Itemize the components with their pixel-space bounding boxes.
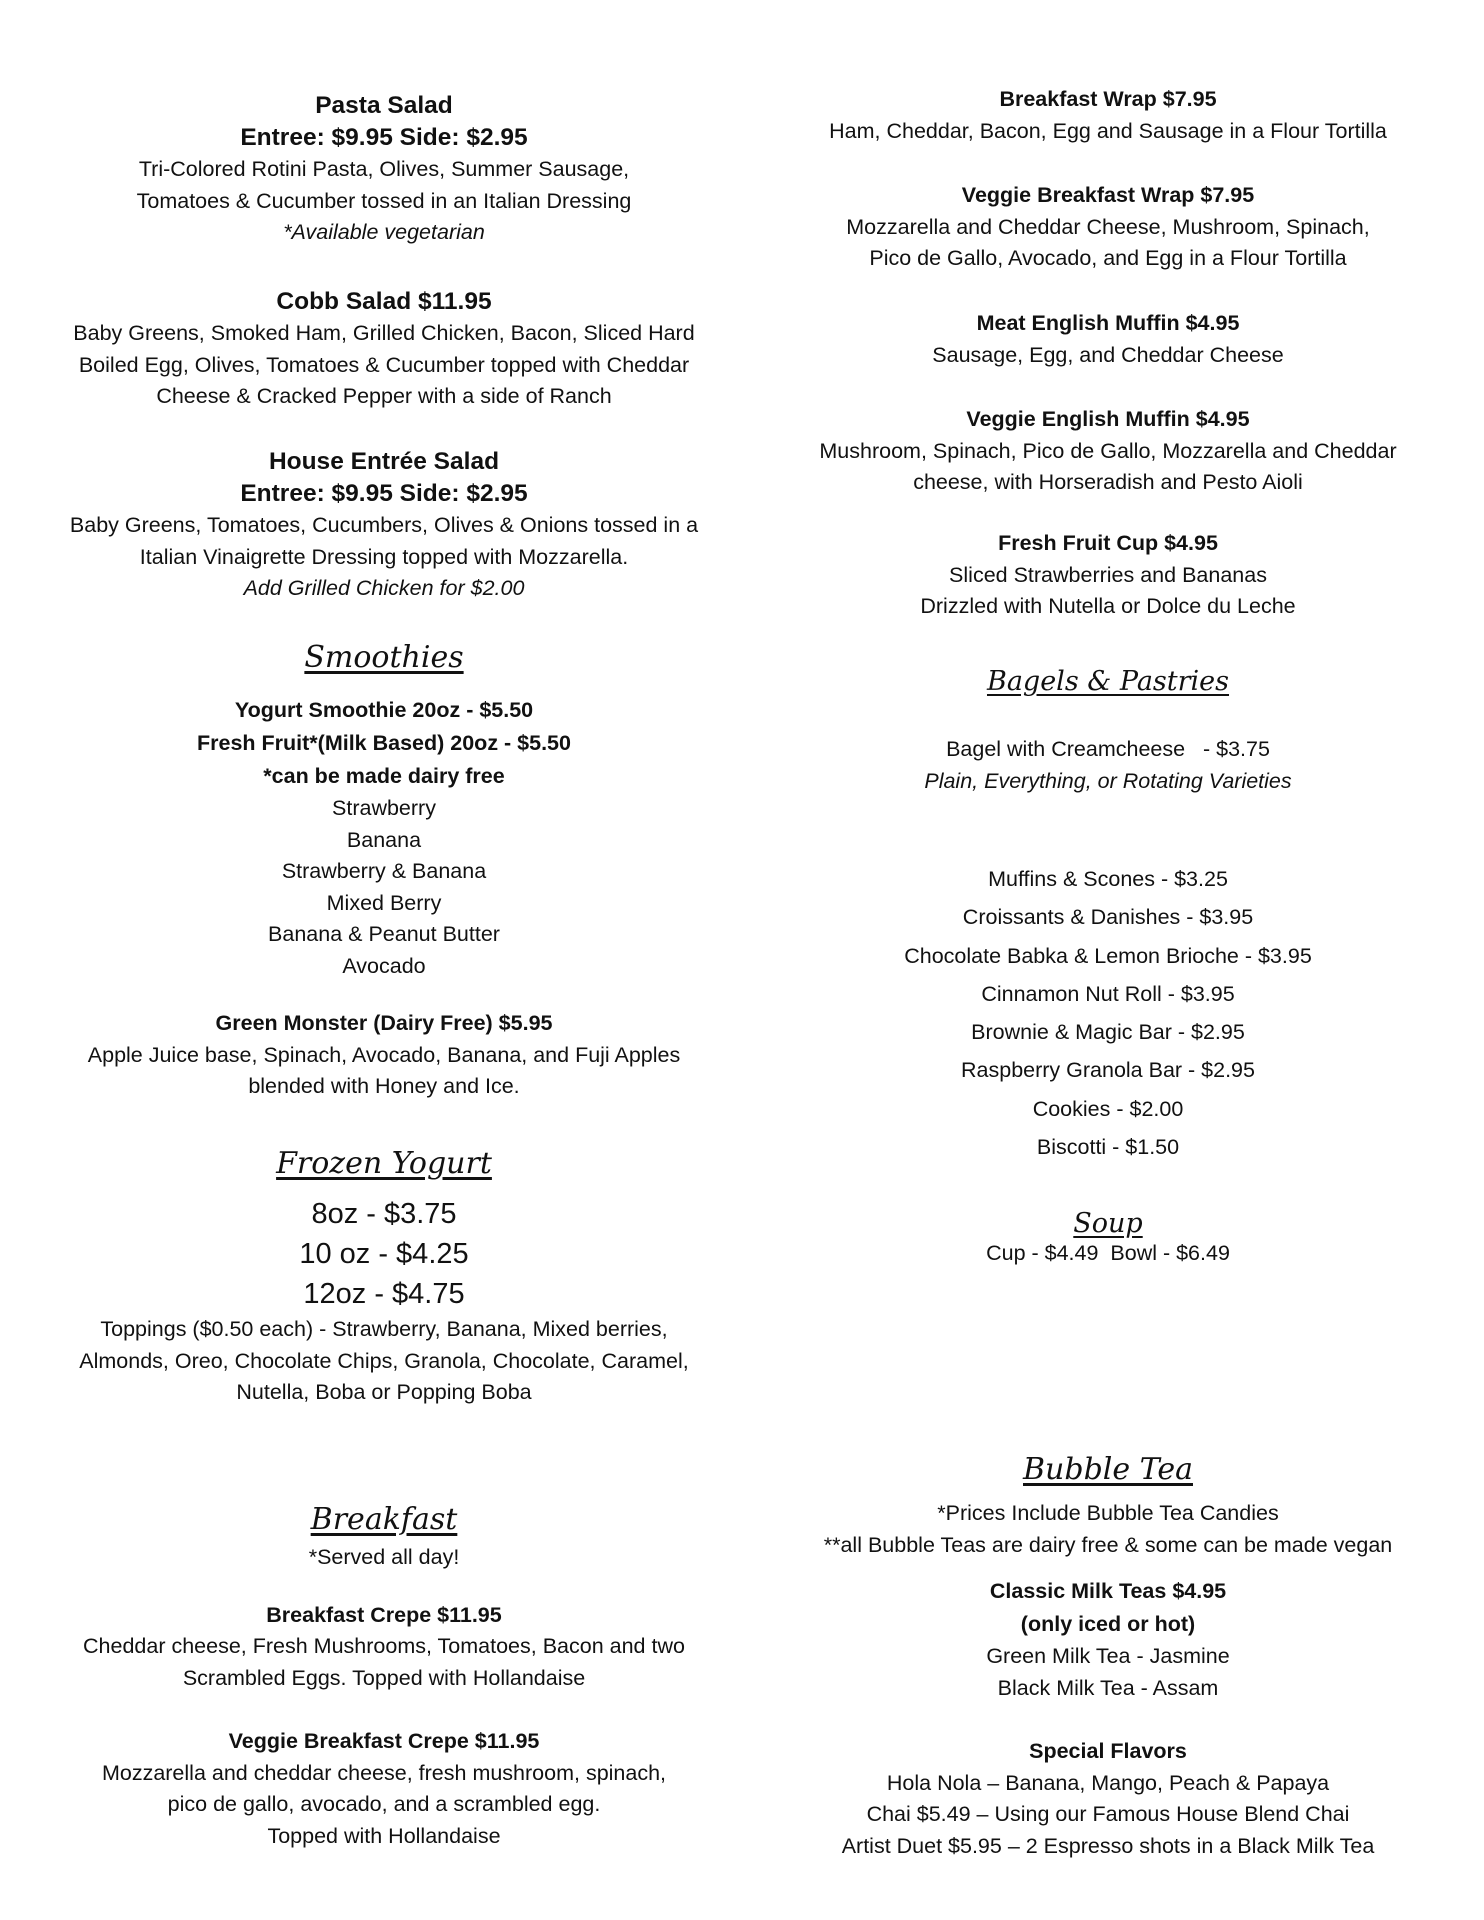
- fruit-cup-desc-1: Sliced Strawberries and Bananas: [949, 562, 1267, 587]
- cobb-salad-desc-2: Boiled Egg, Olives, Tomatoes & Cucumber topped with Cheddar: [78, 352, 690, 377]
- classic-milk-tea-sub: (only iced or hot): [1020, 1612, 1196, 1636]
- frozen-yogurt-heading: Frozen Yogurt: [276, 1146, 492, 1181]
- pastry-item: Chocolate Babka & Lemon Brioche - $3.95: [904, 943, 1312, 968]
- pasta-salad-section: [36, 90, 732, 249]
- pastry-item: Cookies - $2.00: [1032, 1096, 1184, 1121]
- veggie-wrap-section: [768, 180, 1448, 275]
- house-salad-title: House Entrée Salad: [268, 448, 500, 475]
- veggie-muffin-desc-1: Mushroom, Spinach, Pico de Gallo, Mozzarella and Cheddar: [819, 438, 1397, 463]
- smoothie-flavor: Banana & Peanut Butter: [268, 922, 500, 946]
- house-salad-section: [36, 446, 732, 605]
- cobb-salad-title: Cobb Salad $11.95: [276, 288, 492, 315]
- smoothie-flavor: Banana: [346, 827, 422, 852]
- pasta-salad-desc-2: Tomatoes & Cucumber tossed in an Italian Dressing: [136, 188, 632, 213]
- green-monster-section: [36, 1008, 732, 1103]
- veggie-wrap-desc-1: Mozzarella and Cheddar Cheese, Mushroom, Spinach,: [846, 214, 1370, 239]
- house-salad-desc-2: Italian Vinaigrette Dressing topped with Mozzarella.: [139, 544, 629, 569]
- veggie-crepe-desc-1: Mozzarella and cheddar cheese, fresh mushroom, spinach,: [101, 1760, 667, 1785]
- special-flavor-1: Hola Nola – Banana, Mango, Peach & Papaya: [886, 1770, 1330, 1795]
- frozen-yogurt-size: 12oz - $4.75: [303, 1278, 465, 1310]
- soup-heading: Soup: [1073, 1208, 1143, 1239]
- breakfast-crepe-desc-1: Cheddar cheese, Fresh Mushrooms, Tomatoes, Bacon and two: [83, 1634, 685, 1658]
- smoothies-heading: Smoothies: [304, 640, 464, 675]
- frozen-yogurt-size: 10 oz - $4.25: [299, 1238, 469, 1270]
- pastry-item: Raspberry Granola Bar - $2.95: [961, 1058, 1255, 1083]
- bagel-note: Plain, Everything, or Rotating Varieties: [924, 768, 1292, 793]
- frozen-yogurt-size: 8oz - $3.75: [311, 1198, 457, 1230]
- special-flavor-3: Artist Duet $5.95 – 2 Espresso shots in a Black Milk Tea: [841, 1833, 1375, 1858]
- fruit-cup-section: [768, 528, 1448, 623]
- breakfast-note: *Served all day!: [308, 1545, 460, 1569]
- special-flavors-title: Special Flavors: [1029, 1739, 1187, 1763]
- breakfast-crepe-title: Breakfast Crepe $11.95: [266, 1602, 502, 1627]
- meat-muffin-desc: Sausage, Egg, and Cheddar Cheese: [932, 342, 1284, 367]
- cobb-salad-section: [36, 286, 732, 413]
- fruit-cup-desc-2: Drizzled with Nutella or Dolce du Leche: [920, 594, 1296, 618]
- pastries-list: [768, 860, 1448, 1166]
- frozen-yogurt-section: [36, 1194, 732, 1409]
- bagel-section: [768, 734, 1448, 797]
- pasta-salad-price: Entree: $9.95 Side: $2.95: [240, 124, 528, 151]
- pastry-item: Croissants & Danishes - $3.95: [962, 905, 1254, 930]
- soup-price: Cup - $4.49 Bowl - $6.49: [986, 1241, 1230, 1265]
- veggie-muffin-section: [768, 404, 1448, 499]
- veggie-wrap-title: Veggie Breakfast Wrap $7.95: [961, 183, 1255, 207]
- smoothie-flavor: Strawberry: [332, 796, 436, 820]
- special-flavor-2: Chai $5.49 – Using our Famous House Blend Chai: [866, 1802, 1350, 1826]
- breakfast-crepe-desc-2: Scrambled Eggs. Topped with Hollandaise: [182, 1665, 586, 1690]
- veggie-crepe-title: Veggie Breakfast Crepe $11.95: [228, 1729, 540, 1753]
- pasta-salad-title: Pasta Salad: [315, 92, 453, 119]
- breakfast-wrap-title: Breakfast Wrap $7.95: [999, 87, 1217, 111]
- bubble-tea-note-1: *Prices Include Bubble Tea Candies: [937, 1501, 1279, 1525]
- frozen-toppings-2: Almonds, Oreo, Chocolate Chips, Granola, Chocolate, Caramel,: [79, 1348, 689, 1373]
- veggie-wrap-desc-2: Pico de Gallo, Avocado, and Egg in a Flour Tortilla: [869, 246, 1347, 270]
- fruit-cup-title: Fresh Fruit Cup $4.95: [998, 531, 1218, 555]
- smoothies-line-2: Fresh Fruit*(Milk Based) 20oz - $5.50: [197, 731, 571, 755]
- house-salad-note: Add Grilled Chicken for $2.00: [243, 576, 525, 600]
- breakfast-heading: Breakfast: [310, 1502, 458, 1537]
- green-monster-desc-1: Apple Juice base, Spinach, Avocado, Banana, and Fuji Apples: [87, 1042, 681, 1067]
- veggie-crepe-desc-2: pico de gallo, avocado, and a scrambled egg.: [167, 1792, 601, 1816]
- cobb-salad-desc-1: Baby Greens, Smoked Ham, Grilled Chicken, Bacon, Sliced Hard: [73, 321, 695, 345]
- classic-milk-tea-title: Classic Milk Teas $4.95: [989, 1579, 1227, 1603]
- smoothies-section: [36, 694, 732, 982]
- meat-muffin-section: [768, 308, 1448, 371]
- green-monster-title: Green Monster (Dairy Free) $5.95: [215, 1011, 553, 1035]
- house-salad-price: Entree: $9.95 Side: $2.95: [240, 480, 528, 507]
- classic-milk-tea-2: Black Milk Tea - Assam: [997, 1675, 1219, 1700]
- frozen-toppings-3: Nutella, Boba or Popping Boba: [236, 1380, 532, 1404]
- pastry-item: Brownie & Magic Bar - $2.95: [971, 1020, 1245, 1045]
- bubble-tea-section: [768, 1498, 1448, 1862]
- breakfast-section: [36, 1542, 732, 1852]
- smoothies-line-1: Yogurt Smoothie 20oz - $5.50: [234, 698, 534, 722]
- pasta-salad-note: *Available vegetarian: [283, 220, 485, 244]
- bubble-tea-note-2: **all Bubble Teas are dairy free & some can be made vegan: [823, 1532, 1393, 1557]
- bagels-heading: Bagels & Pastries: [986, 666, 1230, 697]
- pastry-item: Muffins & Scones - $3.25: [988, 867, 1228, 891]
- bubble-tea-heading: Bubble Tea: [1023, 1452, 1193, 1487]
- classic-milk-tea-1: Green Milk Tea - Jasmine: [986, 1644, 1230, 1668]
- pastry-item: Cinnamon Nut Roll - $3.95: [981, 981, 1235, 1006]
- smoothie-flavor: Avocado: [342, 953, 426, 978]
- smoothie-flavor: Mixed Berry: [326, 890, 442, 915]
- green-monster-desc-2: blended with Honey and Ice.: [248, 1074, 520, 1098]
- veggie-crepe-desc-3: Topped with Hollandaise: [267, 1823, 501, 1848]
- smoothies-line-3: *can be made dairy free: [263, 764, 505, 788]
- pastry-item: Biscotti - $1.50: [1036, 1135, 1180, 1160]
- house-salad-desc-1: Baby Greens, Tomatoes, Cucumbers, Olives & Onions tossed in a: [69, 513, 699, 537]
- smoothie-flavor: Strawberry & Banana: [281, 859, 487, 883]
- veggie-muffin-title: Veggie English Muffin $4.95: [966, 407, 1250, 431]
- breakfast-wrap-desc: Ham, Cheddar, Bacon, Egg and Sausage in a Flour Tortilla: [829, 118, 1387, 143]
- meat-muffin-title: Meat English Muffin $4.95: [976, 311, 1240, 335]
- breakfast-wrap-section: [768, 84, 1448, 147]
- veggie-muffin-desc-2: cheese, with Horseradish and Pesto Aioli: [913, 470, 1303, 494]
- pasta-salad-desc-1: Tri-Colored Rotini Pasta, Olives, Summer Sausage,: [138, 157, 630, 181]
- bagel-price: Bagel with Creamcheese - $3.75: [946, 737, 1270, 761]
- cobb-salad-desc-3: Cheese & Cracked Pepper with a side of Ranch: [156, 384, 612, 408]
- frozen-toppings-1: Toppings ($0.50 each) - Strawberry, Banana, Mixed berries,: [100, 1317, 668, 1341]
